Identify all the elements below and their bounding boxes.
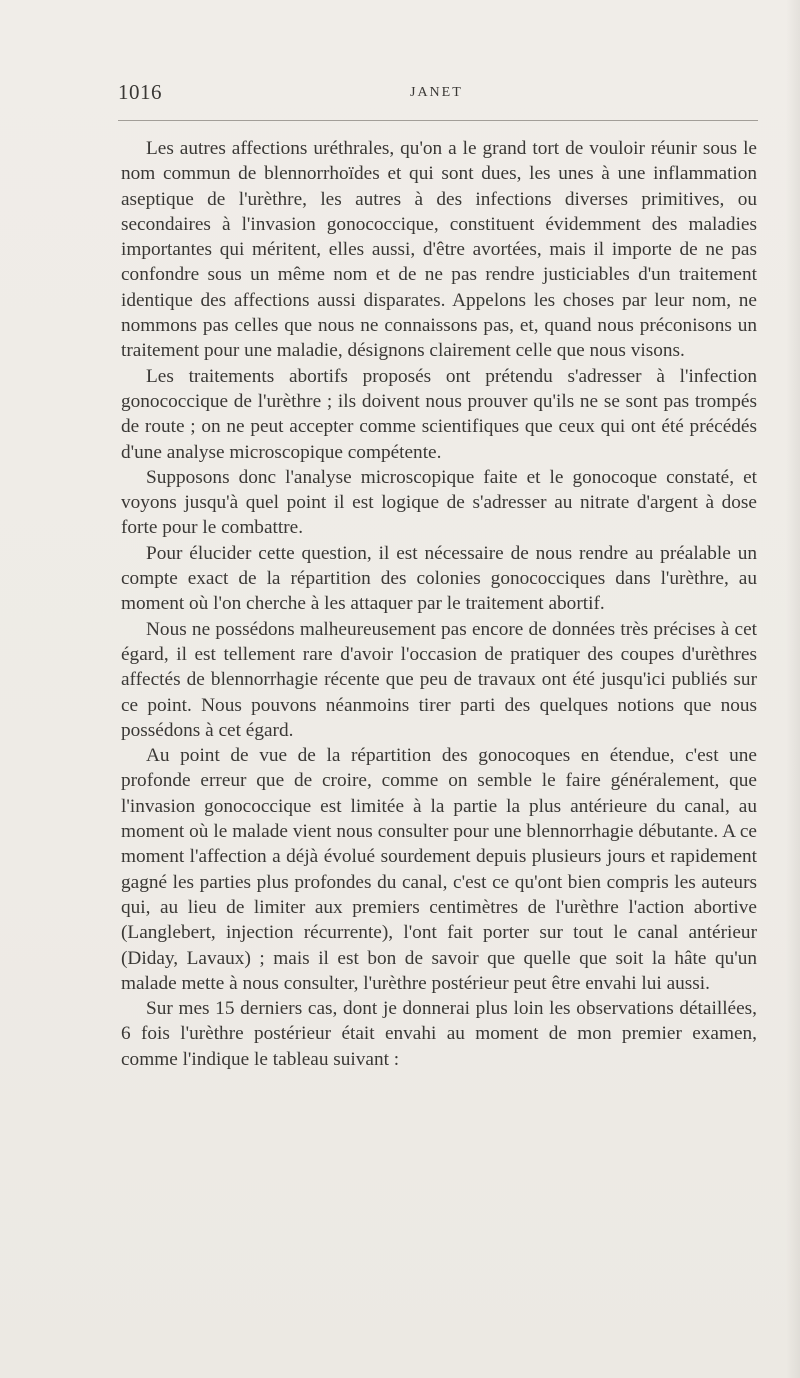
paragraph-7: Sur mes 15 derniers cas, dont je donnerai plus loin les observations détaillées, 6 fois l'urèthre postérieur était envahi au moment de mon premier examen, comme l'indique le tableau suivant : bbox=[121, 998, 757, 1070]
paragraph-5: Nous ne possédons malheureusement pas encore de données très précises à cet égard, il est tellement rare d'avoir l'occasion de pratiquer des coupes d'urèthres affectés de blennorrhagie récente que peu de travaux ont été jusqu'ici publiés sur ce point. Nous pouvons néanmoins tirer parti des quelques notions que nous possédons à cet égard. bbox=[121, 618, 757, 741]
paragraph-4: Pour élucider cette question, il est nécessaire de nous rendre au préalable un compte exact de la répartition des colonies gonococciques dans l'urèthre, au moment où l'on cherche à les attaquer par le traitement abortif. bbox=[121, 542, 757, 615]
body-text bbox=[121, 136, 757, 1072]
paragraph-3: Supposons donc l'analyse microscopique faite et le gonocoque constaté, et voyons jusqu'à quel point il est logique de s'adresser au nitrate d'argent à dose forte pour le combattre. bbox=[121, 466, 757, 539]
page-edge-shadow bbox=[786, 0, 800, 1378]
paragraph-6: Au point de vue de la répartition des gonocoques en étendue, c'est une profonde erreur que de croire, comme on semble le faire généralement, que l'invasion gonococcique est limitée à la partie la plus antérieure du canal, au moment où le malade vient nous consulter pour une blennorrhagie débutante. A ce moment l'affection a déjà évolué sourdement depuis plusieurs jours et rapidement gagné les parties plus profondes du canal, c'est ce qu'ont bien compris les auteurs qui, au lieu de limiter aux premiers centimètres de l'urèthre l'action abortive (Langlebert, injection récurrente), l'ont fait porter sur tout le canal antérieur (Diday, Lavaux) ; mais il est bon de savoir que quelle que soit la hâte qu'un malade mette à nous consulter, l'urèthre postérieur peut être envahi lui aussi. bbox=[121, 745, 757, 994]
header-rule bbox=[118, 120, 758, 121]
paragraph-1: Les autres affections uréthrales, qu'on a le grand tort de vouloir réunir sous le nom commun de blennorrhoïdes et qui sont dues, les unes à une inflammation aseptique de l'urèthre, les autres à des infections diverses primitives, ou secondaires à l'invasion gonococcique, constituent évidemment des maladies importantes qui méritent, elles aussi, d'être avortées, mais il importe de ne pas confondre sous un même nom et de ne pas rendre justiciables d'un traitement identique des affections aussi disparates. Appelons les choses par leur nom, ne nommons pas celles que nous ne connaissons pas, et, quand nous préconisons un traitement pour une maladie, désignons clairement celle que nous visons. bbox=[121, 138, 757, 362]
paragraph-2: Les traitements abortifs proposés ont prétendu s'adresser à l'infection gonococcique de l'urèthre ; ils doivent nous prouver qu'ils ne se sont pas trompés de route ; on ne peut accepter comme scientifiques que ceux qui ont été précédés d'une analyse microscopique compétente. bbox=[121, 365, 757, 463]
page-header bbox=[118, 80, 758, 112]
running-title: JANET bbox=[410, 85, 463, 100]
page-number: 1016 bbox=[118, 80, 162, 104]
